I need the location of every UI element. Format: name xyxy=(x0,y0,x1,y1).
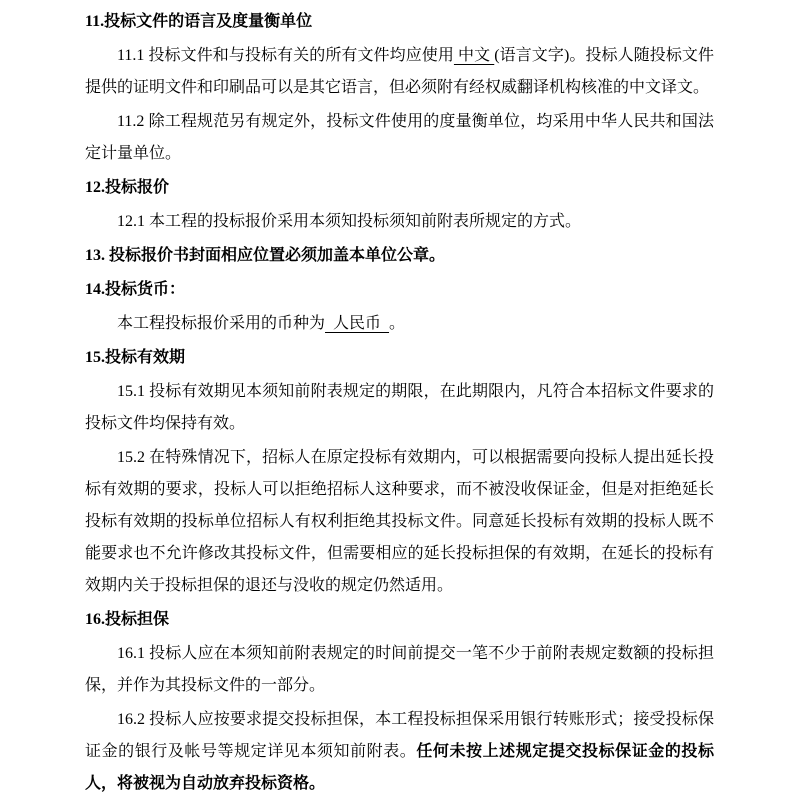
para-11-1 xyxy=(85,40,714,104)
para-16-1: 16.1 投标人应在本须知前附表规定的时间前提交一笔不少于前附表规定数额的投标担保，并作为其投标文件的一部分。 xyxy=(85,645,714,694)
para-16-2-text-normal: 16.2 投标人应按要求提交投标担保，本工程投标担保采用银行转账形式；接受投标保证金的银行及帐号等规定详见本须知前附表。 xyxy=(85,711,714,760)
para-11-1-text-after: (语言文字)。投标人随投标文件提供的证明文件和印刷品可以是其它语言，但必须附有经权威翻译机构核准的中文译文。 xyxy=(85,47,714,96)
section-11-heading: 11.投标文件的语言及度量衡单位 xyxy=(85,13,313,30)
para-12-1: 12.1 本工程的投标报价采用本须知投标须知前附表所规定的方式。 xyxy=(117,213,582,230)
section-12-heading: 12.投标报价 xyxy=(85,179,170,196)
section-13-heading: 13. 投标报价书封面相应位置必须加盖本单位公章。 xyxy=(85,247,446,264)
para-11-1-text-before: 11.1 投标文件和与投标有关的所有文件均应使用 xyxy=(117,47,454,64)
language-blank-underlined: 中文 xyxy=(453,47,495,64)
section-16-heading: 16.投标担保 xyxy=(85,611,170,628)
bold-warning-text: 任何未按上述规定提交投标保证金的投标人，将被视为自动放弃投标资格。 xyxy=(85,743,714,792)
para-14-body xyxy=(85,308,714,340)
para-16-2 xyxy=(85,704,714,800)
para-14-text-after: 。 xyxy=(389,315,406,332)
section-14-heading: 14.投标货币： xyxy=(85,281,186,298)
para-15-1: 15.1 投标有效期见本须知前附表规定的期限，在此期限内，凡符合本招标文件要求的投标文件均保持有效。 xyxy=(85,383,714,432)
para-15-2: 15.2 在特殊情况下，招标人在原定投标有效期内，可以根据需要向投标人提出延长投标有效期的要求，投标人可以拒绝招标人这种要求，而不被没收保证金，但是对拒绝延长投标有效期的投标单位招标人有权利拒绝其投标文件。同意延长投标有效期的投标人既不能要求也不允许修改其投标文件，但需要相应的延长投标担保的有效期，在延长的投标有效期内关于投标担保的退还与没收的规定仍然适用。 xyxy=(85,449,714,594)
para-11-2: 11.2 除工程规范另有规定外，投标文件使用的度量衡单位，均采用中华人民共和国法定计量单位。 xyxy=(85,113,714,162)
currency-blank-underlined: 人民币 xyxy=(325,315,390,332)
section-15-heading: 15.投标有效期 xyxy=(85,349,186,366)
para-14-text-before: 本工程投标报价采用的币种为 xyxy=(117,315,326,332)
